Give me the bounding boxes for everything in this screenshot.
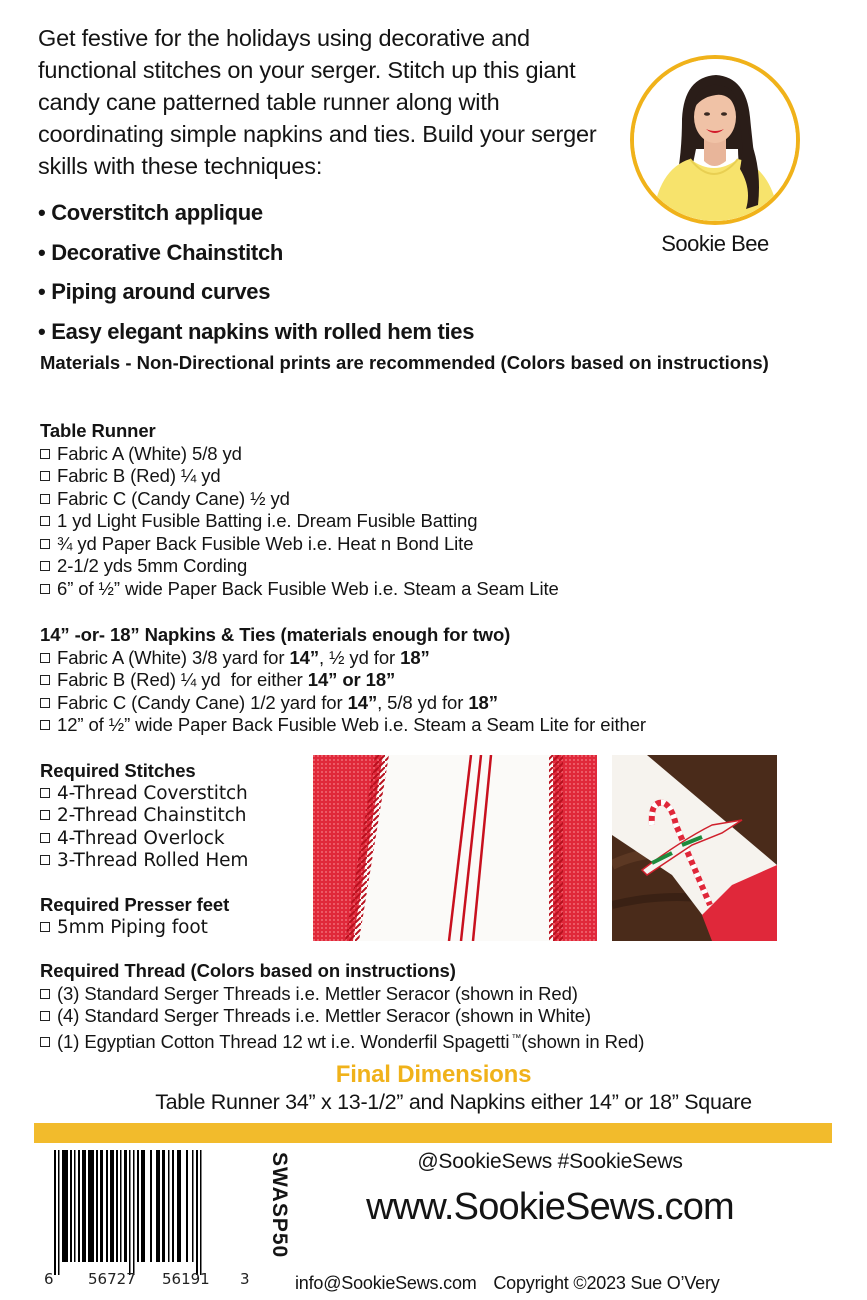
checklist-item[interactable]: 6” of ½” wide Paper Back Fusible Web i.e. Steam a Seam Lite: [40, 578, 680, 601]
checkbox-icon[interactable]: [40, 698, 50, 708]
stitches-section: [40, 760, 310, 873]
checklist-item[interactable]: 3-Thread Rolled Hem: [40, 850, 310, 873]
stitch-detail-photo: [313, 755, 597, 941]
checkbox-icon[interactable]: [40, 539, 50, 549]
checkbox-icon[interactable]: [40, 561, 50, 571]
checklist-item[interactable]: 12” of ½” wide Paper Back Fusible Web i.e. Steam a Seam Lite for either: [40, 714, 830, 737]
checklist-item[interactable]: 2-1/2 yds 5mm Cording: [40, 555, 680, 578]
checklist-item[interactable]: 2-Thread Chainstitch: [40, 805, 310, 828]
checklist-item[interactable]: (4) Standard Serger Threads i.e. Mettler Seracor (shown in White): [40, 1005, 840, 1028]
checkbox-icon[interactable]: [40, 989, 50, 999]
checkbox-icon[interactable]: [40, 1037, 50, 1047]
trademark-icon: ™: [511, 1032, 522, 1044]
technique-item: • Coverstitch applique: [38, 200, 263, 225]
checkbox-icon[interactable]: [40, 449, 50, 459]
materials-heading: Materials - Non-Directional prints are recommended (Colors based on instructions): [40, 352, 769, 373]
designer-block: [630, 55, 800, 257]
checklist-item[interactable]: Fabric C (Candy Cane) 1/2 yard for 14”, 5/8 yd for 18”: [40, 692, 830, 715]
section-title: 14” -or- 18” Napkins & Ties (materials enough for two): [40, 624, 511, 645]
barcode-digit-check: 3: [240, 1270, 250, 1288]
section-title: Table Runner: [40, 420, 156, 441]
checkbox-icon[interactable]: [40, 653, 50, 663]
techniques-list: [38, 193, 598, 351]
checkbox-icon[interactable]: [40, 471, 50, 481]
checkbox-icon[interactable]: [40, 855, 50, 865]
technique-item: • Easy elegant napkins with rolled hem ties: [38, 318, 475, 344]
designer-name: Sookie Bee: [661, 231, 769, 256]
checklist-item[interactable]: 1 yd Light Fusible Batting i.e. Dream Fusible Batting: [40, 510, 680, 533]
technique-item: • Decorative Chainstitch: [38, 239, 284, 265]
barcode-digits-right: 56191: [162, 1270, 210, 1288]
presser-feet-section: [40, 894, 310, 939]
thread-section: [40, 960, 840, 1053]
checkbox-icon[interactable]: [40, 494, 50, 504]
checklist-item[interactable]: Fabric B (Red) ¼ yd: [40, 465, 680, 488]
checklist-item[interactable]: Fabric B (Red) ¼ yd for either 14” or 18”: [40, 669, 830, 692]
checklist-item[interactable]: (3) Standard Serger Threads i.e. Mettler Seracor (shown in Red): [40, 983, 840, 1006]
sku-code: SWASP50: [268, 1152, 291, 1259]
intro-paragraph: Get festive for the holidays using decorative and functional stitches on your serger. Stitch up this giant candy cane patterned table runner along with coordinating simple napkins and ties. Build your serger skills with these techniques:: [38, 25, 597, 179]
checkbox-icon[interactable]: [40, 922, 50, 932]
checkbox-icon[interactable]: [40, 1011, 50, 1021]
checkbox-icon[interactable]: [40, 810, 50, 820]
table-runner-section: [40, 420, 680, 600]
napkins-section: [40, 624, 830, 737]
checklist-item[interactable]: Fabric A (White) 5/8 yd: [40, 443, 680, 466]
checkbox-icon[interactable]: [40, 788, 50, 798]
checkbox-icon[interactable]: [40, 516, 50, 526]
stitch-photo-illustration-icon: [313, 755, 597, 941]
napkin-photo: [612, 755, 777, 941]
technique-item: • Piping around curves: [38, 279, 271, 304]
checkbox-icon[interactable]: [40, 675, 50, 685]
barcode-digit-first: 6: [44, 1270, 54, 1288]
checkbox-icon[interactable]: [40, 584, 50, 594]
final-dimensions-text: Table Runner 34” x 13-1/2” and Napkins either 14” or 18” Square: [155, 1090, 752, 1114]
email-link[interactable]: info@SookieSews.com: [295, 1273, 477, 1293]
checklist-item[interactable]: Fabric A (White) 3/8 yard for 14”, ½ yd for 18”: [40, 647, 830, 670]
napkin-photo-illustration-icon: [612, 755, 777, 941]
checkbox-icon[interactable]: [40, 720, 50, 730]
section-title: Required Presser feet: [40, 894, 230, 915]
checklist-item[interactable]: (1) Egyptian Cotton Thread 12 wt i.e. Wonderfil Spagetti ™(shown in Red): [40, 1028, 840, 1054]
checklist-item[interactable]: 4-Thread Coverstitch: [40, 783, 310, 806]
designer-portrait: [630, 55, 800, 225]
copyright-text: Copyright ©2023 Sue O’Very: [493, 1273, 720, 1293]
final-dimensions-title: Final Dimensions: [335, 1061, 532, 1088]
barcode-digits-left: 56727: [88, 1270, 136, 1288]
checklist-item[interactable]: ¾ yd Paper Back Fusible Web i.e. Heat n Bond Lite: [40, 533, 680, 556]
portrait-illustration-icon: [634, 59, 796, 221]
social-handles[interactable]: @SookieSews #SookieSews: [417, 1150, 683, 1173]
checkbox-icon[interactable]: [40, 833, 50, 843]
section-title: Required Thread (Colors based on instructions): [40, 960, 456, 981]
footer-contact: [295, 1273, 720, 1294]
checklist-item[interactable]: 5mm Piping foot: [40, 917, 310, 940]
divider-bar: [34, 1123, 832, 1143]
section-title: Required Stitches: [40, 760, 196, 781]
barcode-icon: [40, 1150, 250, 1275]
checklist-item[interactable]: 4-Thread Overlock: [40, 828, 310, 851]
checklist-item[interactable]: Fabric C (Candy Cane) ½ yd: [40, 488, 680, 511]
website-link[interactable]: www.SookieSews.com: [366, 1186, 734, 1228]
